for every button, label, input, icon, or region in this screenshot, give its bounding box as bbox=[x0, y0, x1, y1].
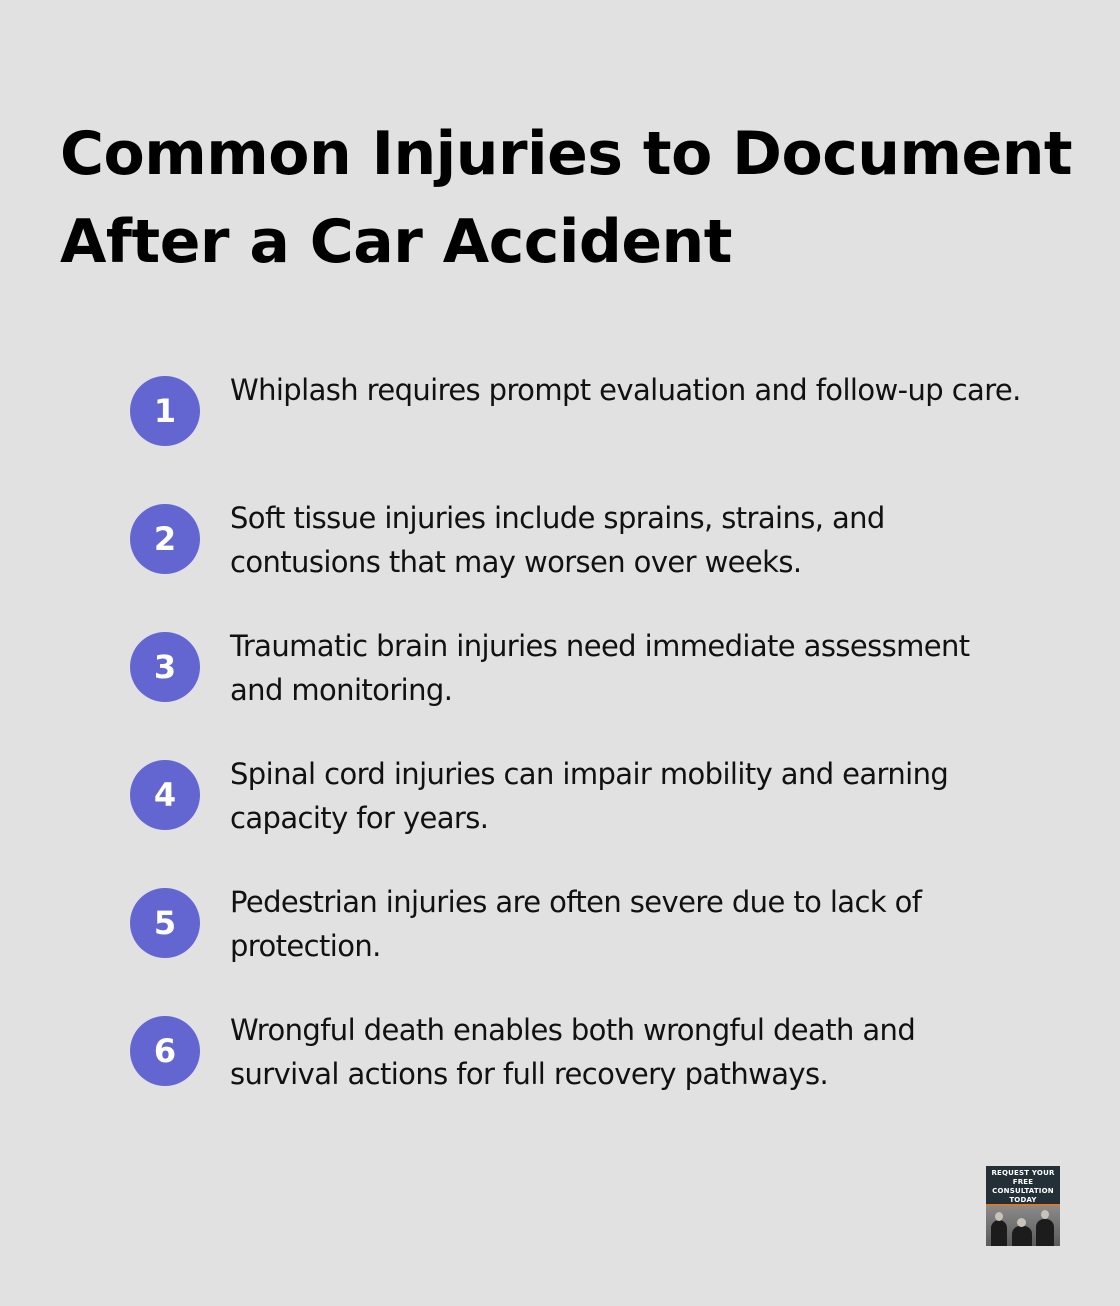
person-head bbox=[1041, 1210, 1049, 1219]
consultation-cta-button[interactable] bbox=[986, 1166, 1060, 1246]
person-head bbox=[995, 1212, 1003, 1221]
person-head bbox=[1017, 1218, 1026, 1227]
person-silhouette bbox=[1012, 1226, 1032, 1246]
item-text: Traumatic brain injuries need immediate assessment and monitoring. bbox=[230, 629, 970, 707]
item-text: Spinal cord injuries can impair mobility and earning capacity for years. bbox=[230, 757, 949, 835]
item-text: Pedestrian injuries are often severe due to lack of protection. bbox=[230, 885, 922, 963]
number-badge: 6 bbox=[130, 1016, 200, 1086]
list-item bbox=[130, 624, 1030, 724]
attorneys-photo bbox=[986, 1206, 1060, 1246]
list-item bbox=[130, 496, 1030, 596]
list-item bbox=[130, 752, 1030, 852]
list-item bbox=[130, 1008, 1030, 1108]
item-text: Wrongful death enables both wrongful death and survival actions for full recovery pathways. bbox=[230, 1013, 916, 1091]
number-badge: 1 bbox=[130, 376, 200, 446]
cta-label: REQUEST YOUR FREE CONSULTATION TODAY bbox=[991, 1169, 1055, 1204]
item-text: Whiplash requires prompt evaluation and follow-up care. bbox=[230, 373, 1021, 407]
list-item bbox=[130, 880, 1030, 980]
number-badge: 4 bbox=[130, 760, 200, 830]
item-text: Soft tissue injuries include sprains, strains, and contusions that may worsen over weeks. bbox=[230, 501, 885, 579]
number-badge: 5 bbox=[130, 888, 200, 958]
number-badge: 3 bbox=[130, 632, 200, 702]
number-badge: 2 bbox=[130, 504, 200, 574]
person-silhouette bbox=[991, 1220, 1007, 1246]
list-item bbox=[130, 368, 1030, 468]
person-silhouette bbox=[1036, 1219, 1054, 1246]
page-title: Common Injuries to Document After a Car Accident bbox=[60, 119, 1073, 277]
